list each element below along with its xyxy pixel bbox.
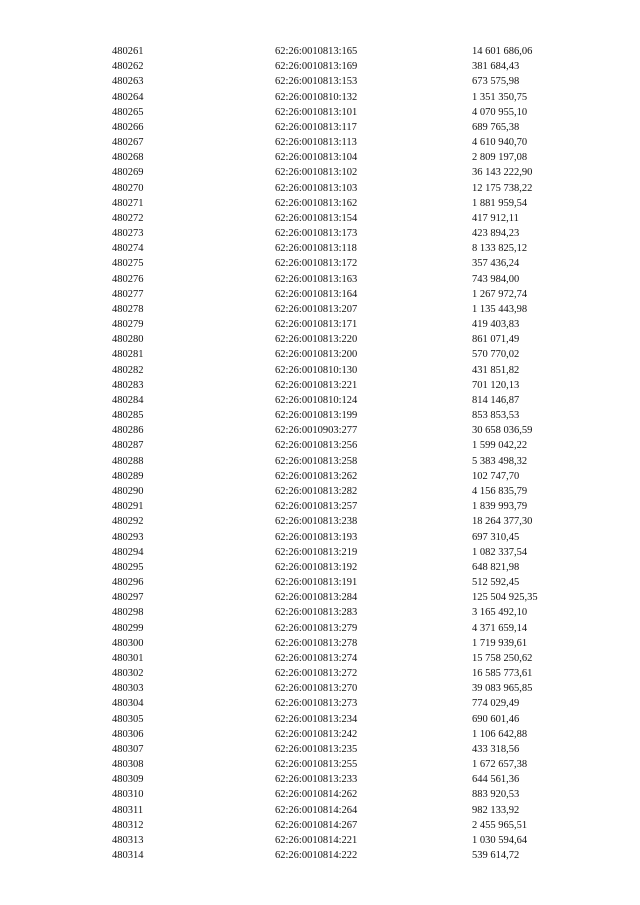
cadastral-number-cell: 62:26:0010813:154 [275, 212, 358, 224]
table-row [112, 742, 582, 757]
row-id-cell: 480292 [112, 516, 144, 528]
table-row [112, 393, 582, 408]
row-id-cell: 480275 [112, 258, 144, 270]
row-id-cell: 480297 [112, 592, 144, 604]
table-row [112, 636, 582, 651]
table-row [112, 150, 582, 165]
value-cell: 3 165 492,10 [472, 607, 528, 619]
table-row [112, 44, 582, 59]
value-cell: 433 318,56 [472, 743, 520, 755]
value-cell: 423 894,23 [472, 228, 520, 240]
cadastral-number-cell: 62:26:0010813:191 [275, 577, 358, 589]
value-cell: 5 383 498,32 [472, 455, 528, 467]
table-row [112, 241, 582, 256]
row-id-cell: 480284 [112, 394, 144, 406]
table-row [112, 651, 582, 666]
table-row [112, 514, 582, 529]
row-id-cell: 480278 [112, 303, 144, 315]
value-cell: 644 561,36 [472, 774, 520, 786]
cadastral-number-cell: 62:26:0010813:117 [275, 121, 357, 133]
table-row [112, 105, 582, 120]
cadastral-number-cell: 62:26:0010813:255 [275, 759, 358, 771]
cadastral-number-cell: 62:26:0010813:272 [275, 668, 358, 680]
value-cell: 419 403,83 [472, 319, 520, 331]
table-row [112, 833, 582, 848]
cadastral-number-cell: 62:26:0010813:283 [275, 607, 358, 619]
value-cell: 539 614,72 [472, 850, 520, 862]
value-cell: 1 672 657,38 [472, 759, 528, 771]
cadastral-number-cell: 62:26:0010810:124 [275, 394, 358, 406]
row-id-cell: 480273 [112, 228, 144, 240]
row-id-cell: 480274 [112, 243, 144, 255]
table-row [112, 484, 582, 499]
cadastral-number-cell: 62:26:0010813:199 [275, 410, 358, 422]
row-id-cell: 480313 [112, 834, 144, 846]
row-id-cell: 480269 [112, 167, 144, 179]
table-row [112, 621, 582, 636]
cadastral-number-cell: 62:26:0010813:262 [275, 470, 358, 482]
cadastral-number-cell: 62:26:0010814:262 [275, 789, 358, 801]
cadastral-number-cell: 62:26:0010813:257 [275, 501, 358, 513]
table-row [112, 666, 582, 681]
value-cell: 2 809 197,08 [472, 152, 528, 164]
table-row [112, 499, 582, 514]
row-id-cell: 480291 [112, 501, 144, 513]
value-cell: 697 310,45 [472, 531, 520, 543]
value-cell: 417 912,11 [472, 212, 519, 224]
cadastral-number-cell: 62:26:0010813:153 [275, 76, 358, 88]
value-cell: 1 082 337,54 [472, 546, 528, 558]
cadastral-number-cell: 62:26:0010813:163 [275, 273, 358, 285]
table-row [112, 575, 582, 590]
value-cell: 814 146,87 [472, 394, 520, 406]
row-id-cell: 480311 [112, 804, 144, 816]
value-cell: 690 601,46 [472, 713, 520, 725]
row-id-cell: 480306 [112, 728, 144, 740]
row-id-cell: 480276 [112, 273, 144, 285]
row-id-cell: 480288 [112, 455, 144, 467]
row-id-cell: 480283 [112, 379, 144, 391]
cadastral-number-cell: 62:26:0010813:234 [275, 713, 358, 725]
row-id-cell: 480300 [112, 637, 144, 649]
table-row [112, 378, 582, 393]
row-id-cell: 480282 [112, 364, 144, 376]
value-cell: 14 601 686,06 [472, 46, 533, 57]
cadastral-number-cell: 62:26:0010814:264 [275, 804, 358, 816]
cadastral-number-cell: 62:26:0010813:193 [275, 531, 358, 543]
cadastral-number-cell: 62:26:0010813:273 [275, 698, 358, 710]
row-id-cell: 480290 [112, 485, 144, 497]
cadastral-number-cell: 62:26:0010813:284 [275, 592, 358, 604]
table-row [112, 848, 582, 863]
value-cell: 648 821,98 [472, 561, 520, 573]
cadastral-number-cell: 62:26:0010814:222 [275, 850, 358, 862]
row-id-cell: 480303 [112, 683, 144, 695]
table-row [112, 605, 582, 620]
value-cell: 1 719 939,61 [472, 637, 528, 649]
table-row [112, 590, 582, 605]
cadastral-number-cell: 62:26:0010813:221 [275, 379, 358, 391]
cadastral-number-cell: 62:26:0010813:238 [275, 516, 358, 528]
cadastral-number-cell: 62:26:0010813:102 [275, 167, 358, 179]
table-row [112, 545, 582, 560]
table-row [112, 696, 582, 711]
cadastral-number-cell: 62:26:0010813:256 [275, 440, 358, 452]
cadastral-number-cell: 62:26:0010810:130 [275, 364, 358, 376]
table-row [112, 196, 582, 211]
cadastral-value-table [112, 44, 582, 863]
value-cell: 16 585 773,61 [472, 668, 533, 680]
row-id-cell: 480298 [112, 607, 144, 619]
cadastral-number-cell: 62:26:0010903:277 [275, 425, 358, 437]
row-id-cell: 480279 [112, 319, 144, 331]
value-cell: 1 351 350,75 [472, 91, 528, 103]
cadastral-number-cell: 62:26:0010814:267 [275, 819, 358, 831]
table-row [112, 256, 582, 271]
table-row [112, 530, 582, 545]
row-id-cell: 480266 [112, 121, 144, 133]
table-row [112, 818, 582, 833]
row-id-cell: 480277 [112, 288, 144, 300]
value-cell: 102 747,70 [472, 470, 520, 482]
cadastral-number-cell: 62:26:0010813:172 [275, 258, 358, 270]
cadastral-number-cell: 62:26:0010813:270 [275, 683, 358, 695]
value-cell: 4 070 955,10 [472, 106, 528, 118]
cadastral-number-cell: 62:26:0010813:242 [275, 728, 358, 740]
value-cell: 512 592,45 [472, 577, 520, 589]
value-cell: 18 264 377,30 [472, 516, 533, 528]
value-cell: 357 436,24 [472, 258, 520, 270]
value-cell: 8 133 825,12 [472, 243, 528, 255]
value-cell: 701 120,13 [472, 379, 520, 391]
table-body [112, 44, 582, 863]
table-row [112, 757, 582, 772]
row-id-cell: 480299 [112, 622, 144, 634]
table-row [112, 408, 582, 423]
value-cell: 1 106 642,88 [472, 728, 528, 740]
value-cell: 4 156 835,79 [472, 485, 528, 497]
cadastral-number-cell: 62:26:0010813:171 [275, 319, 358, 331]
value-cell: 1 030 594,64 [472, 834, 528, 846]
table-row [112, 469, 582, 484]
cadastral-number-cell: 62:26:0010813:274 [275, 652, 358, 664]
value-cell: 1 135 443,98 [472, 303, 528, 315]
value-cell: 1 599 042,22 [472, 440, 528, 452]
table-row [112, 181, 582, 196]
cadastral-number-cell: 62:26:0010813:207 [275, 303, 358, 315]
value-cell: 39 083 965,85 [472, 683, 533, 695]
table-row [112, 226, 582, 241]
value-cell: 673 575,98 [472, 76, 520, 88]
table-row [112, 727, 582, 742]
value-cell: 12 175 738,22 [472, 182, 533, 194]
row-id-cell: 480314 [112, 850, 144, 862]
table-row [112, 59, 582, 74]
cadastral-number-cell: 62:26:0010813:200 [275, 349, 358, 361]
table-row [112, 332, 582, 347]
table-row [112, 454, 582, 469]
cadastral-number-cell: 62:26:0010813:104 [275, 152, 358, 164]
table-row [112, 423, 582, 438]
row-id-cell: 480310 [112, 789, 144, 801]
value-cell: 381 684,43 [472, 61, 520, 73]
row-id-cell: 480280 [112, 334, 144, 346]
value-cell: 982 133,92 [472, 804, 520, 816]
row-id-cell: 480265 [112, 106, 144, 118]
row-id-cell: 480295 [112, 561, 144, 573]
row-id-cell: 480301 [112, 652, 144, 664]
value-cell: 743 984,00 [472, 273, 520, 285]
value-cell: 689 765,38 [472, 121, 520, 133]
value-cell: 853 853,53 [472, 410, 520, 422]
cadastral-number-cell: 62:26:0010813:103 [275, 182, 358, 194]
cadastral-number-cell: 62:26:0010813:258 [275, 455, 358, 467]
row-id-cell: 480272 [112, 212, 144, 224]
row-id-cell: 480286 [112, 425, 144, 437]
table-row [112, 712, 582, 727]
cadastral-number-cell: 62:26:0010813:173 [275, 228, 358, 240]
row-id-cell: 480262 [112, 61, 144, 73]
row-id-cell: 480312 [112, 819, 144, 831]
row-id-cell: 480307 [112, 743, 144, 755]
row-id-cell: 480261 [112, 46, 144, 57]
table-row [112, 272, 582, 287]
table-row [112, 120, 582, 135]
cadastral-number-cell: 62:26:0010813:192 [275, 561, 358, 573]
row-id-cell: 480296 [112, 577, 144, 589]
row-id-cell: 480293 [112, 531, 144, 543]
row-id-cell: 480287 [112, 440, 144, 452]
value-cell: 15 758 250,62 [472, 652, 533, 664]
table-row [112, 165, 582, 180]
cadastral-number-cell: 62:26:0010813:278 [275, 637, 358, 649]
cadastral-number-cell: 62:26:0010813:233 [275, 774, 358, 786]
cadastral-number-cell: 62:26:0010813:235 [275, 743, 358, 755]
table-row [112, 317, 582, 332]
cadastral-number-cell: 62:26:0010813:279 [275, 622, 358, 634]
value-cell: 4 371 659,14 [472, 622, 528, 634]
row-id-cell: 480308 [112, 759, 144, 771]
row-id-cell: 480285 [112, 410, 144, 422]
table-row [112, 211, 582, 226]
table-row [112, 363, 582, 378]
table-row [112, 287, 582, 302]
cadastral-number-cell: 62:26:0010813:169 [275, 61, 358, 73]
table-row [112, 438, 582, 453]
value-cell: 30 658 036,59 [472, 425, 533, 437]
table-row [112, 347, 582, 362]
row-id-cell: 480263 [112, 76, 144, 88]
cadastral-number-cell: 62:26:0010813:220 [275, 334, 358, 346]
table-row [112, 560, 582, 575]
cadastral-number-cell: 62:26:0010813:101 [275, 106, 358, 118]
value-cell: 883 920,53 [472, 789, 520, 801]
table-row [112, 74, 582, 89]
row-id-cell: 480268 [112, 152, 144, 164]
value-cell: 36 143 222,90 [472, 167, 533, 179]
table-row [112, 803, 582, 818]
row-id-cell: 480270 [112, 182, 144, 194]
cadastral-number-cell: 62:26:0010813:118 [275, 243, 357, 255]
value-cell: 125 504 925,35 [472, 592, 538, 604]
cadastral-number-cell: 62:26:0010813:162 [275, 197, 358, 209]
row-id-cell: 480305 [112, 713, 144, 725]
table-row [112, 772, 582, 787]
cadastral-number-cell: 62:26:0010813:164 [275, 288, 358, 300]
value-cell: 570 770,02 [472, 349, 520, 361]
cadastral-number-cell: 62:26:0010813:282 [275, 485, 358, 497]
table-row [112, 681, 582, 696]
row-id-cell: 480309 [112, 774, 144, 786]
table-row [112, 90, 582, 105]
value-cell: 861 071,49 [472, 334, 520, 346]
table-row [112, 302, 582, 317]
value-cell: 4 610 940,70 [472, 137, 528, 149]
table-row [112, 787, 582, 802]
row-id-cell: 480294 [112, 546, 144, 558]
table-row [112, 135, 582, 150]
row-id-cell: 480267 [112, 137, 144, 149]
value-cell: 2 455 965,51 [472, 819, 528, 831]
cadastral-number-cell: 62:26:0010810:132 [275, 91, 358, 103]
row-id-cell: 480302 [112, 668, 144, 680]
value-cell: 1 839 993,79 [472, 501, 528, 513]
value-cell: 1 881 959,54 [472, 197, 528, 209]
value-cell: 431 851,82 [472, 364, 520, 376]
value-cell: 1 267 972,74 [472, 288, 528, 300]
row-id-cell: 480271 [112, 197, 144, 209]
cadastral-number-cell: 62:26:0010813:165 [275, 46, 358, 57]
cadastral-number-cell: 62:26:0010814:221 [275, 834, 358, 846]
value-cell: 774 029,49 [472, 698, 520, 710]
row-id-cell: 480304 [112, 698, 144, 710]
row-id-cell: 480281 [112, 349, 144, 361]
row-id-cell: 480264 [112, 91, 144, 103]
row-id-cell: 480289 [112, 470, 144, 482]
cadastral-number-cell: 62:26:0010813:219 [275, 546, 358, 558]
cadastral-number-cell: 62:26:0010813:113 [275, 137, 357, 149]
